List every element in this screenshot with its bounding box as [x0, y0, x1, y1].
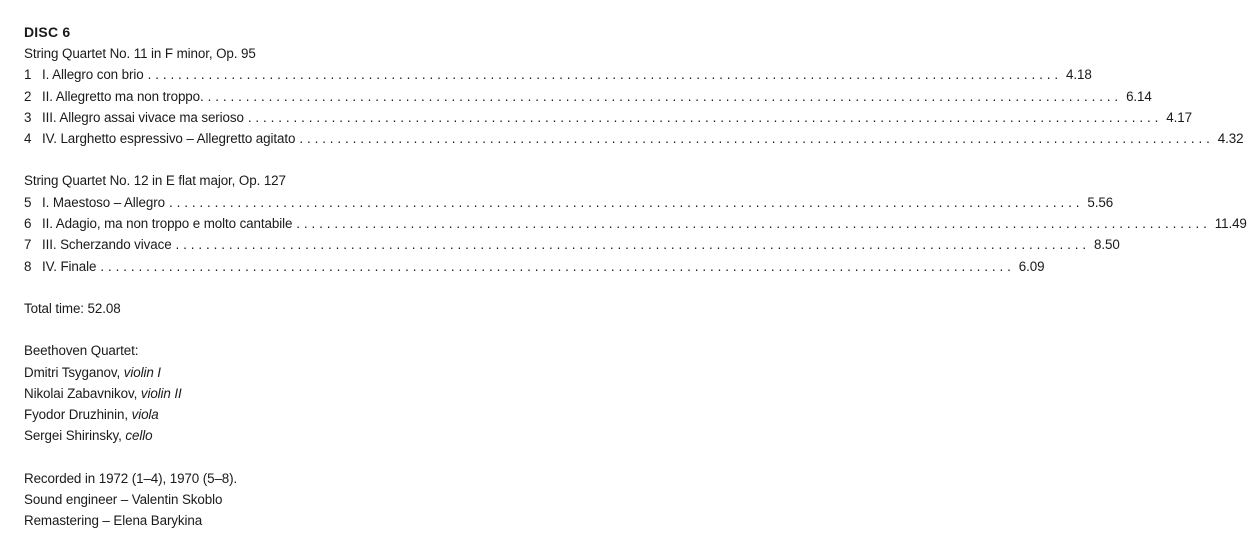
performer-line — [24, 404, 576, 425]
dot-leader: ........................................................................................................................ — [299, 131, 1214, 147]
performer-line — [24, 425, 576, 446]
track-number: 4 — [24, 131, 32, 147]
track-number: 8 — [24, 258, 32, 274]
track-title: II. Allegretto ma non troppo. — [42, 88, 204, 104]
track-row — [24, 107, 1192, 128]
track-title: III. Allegro assai vivace ma serioso — [42, 109, 244, 125]
track-title: I. Allegro con brio — [42, 67, 144, 83]
track-number: 6 — [24, 216, 32, 232]
total-time: Total time: 52.08 — [24, 300, 121, 316]
performer-role: viola — [131, 407, 159, 423]
performer-name: Nikolai Zabavnikov, — [24, 385, 141, 401]
track-row — [24, 64, 1092, 85]
spacer — [24, 447, 576, 468]
track-title: IV. Finale — [42, 258, 97, 274]
performer-name: Fyodor Druzhinin, — [24, 407, 132, 423]
performer-line — [24, 362, 576, 383]
performer-line — [24, 383, 576, 404]
liner-notes-page — [24, 22, 1247, 532]
track-title: III. Scherzando vivace — [42, 237, 172, 253]
performer-role: violin I — [123, 364, 161, 380]
dot-leader: ........................................................................................................................ — [147, 67, 1063, 83]
dot-leader: ........................................................................................................................ — [168, 194, 1084, 210]
track-number: 3 — [24, 109, 32, 125]
performer-name: Sergei Shirinsky, — [24, 428, 126, 444]
track-title: II. Adagio, ma non troppo e molto cantabile — [42, 216, 293, 232]
track-row — [24, 234, 1120, 255]
track-duration: 6.09 — [1018, 258, 1045, 274]
track-row — [24, 128, 1244, 149]
track-duration: 4.32 — [1217, 131, 1244, 147]
track-title: IV. Larghetto espressivo – Allegretto agitato — [42, 131, 296, 147]
remastering-credit: Remastering – Elena Barykina — [24, 513, 203, 529]
track-duration: 5.56 — [1087, 194, 1114, 210]
track-number: 2 — [24, 88, 32, 104]
work-title-1: String Quartet No. 11 in F minor, Op. 95 — [24, 46, 256, 61]
track-duration: 4.18 — [1066, 67, 1092, 83]
dot-leader: ........................................................................................................................ — [247, 109, 1163, 125]
spacer — [24, 319, 576, 340]
track-list-1 — [24, 64, 1244, 149]
dot-leader: ........................................................................................................................ — [296, 216, 1211, 232]
performer-role: violin II — [140, 385, 182, 401]
track-duration: 8.50 — [1094, 237, 1120, 253]
track-duration: 4.17 — [1166, 109, 1192, 125]
track-duration: 11.49 — [1214, 216, 1247, 232]
performer-name: Dmitri Tsyganov, — [24, 364, 124, 380]
track-row — [24, 86, 1152, 107]
spacer — [24, 277, 576, 298]
dot-leader: ........................................................................................................................ — [100, 258, 1015, 274]
dot-leader: ........................................................................................................................ — [175, 237, 1090, 253]
sound-engineer-credit: Sound engineer – Valentin Skoblo — [24, 492, 223, 508]
track-row — [24, 213, 1247, 234]
disc-label: DISC 6 — [24, 24, 71, 40]
track-number: 7 — [24, 237, 32, 253]
work-title-2: String Quartet No. 12 in E flat major, Op. 127 — [24, 173, 286, 189]
track-number: 5 — [24, 194, 32, 210]
recording-info: Recorded in 1972 (1–4), 1970 (5–8). — [24, 470, 238, 486]
track-row — [24, 256, 1045, 277]
track-number: 1 — [24, 67, 32, 83]
track-title: I. Maestoso – Allegro — [42, 194, 165, 210]
performer-role: cello — [125, 428, 153, 444]
track-duration: 6.14 — [1126, 88, 1152, 104]
spacer — [24, 149, 576, 170]
track-list-2 — [24, 192, 1247, 277]
dot-leader: ........................................................................................................................ — [207, 88, 1123, 104]
track-row — [24, 192, 1114, 213]
ensemble-name: Beethoven Quartet: — [24, 343, 139, 359]
